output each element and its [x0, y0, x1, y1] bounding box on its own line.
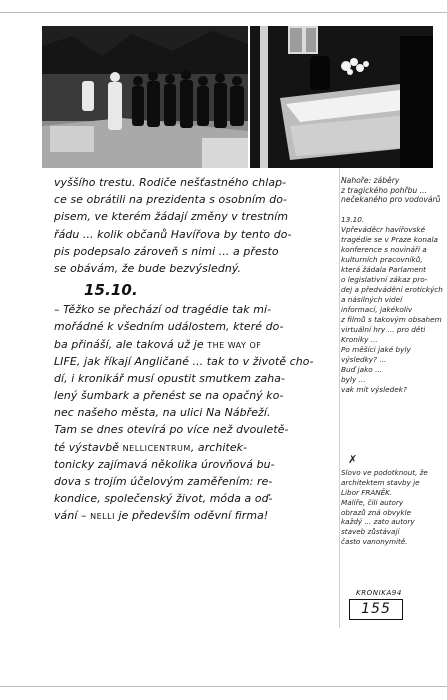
architect-footnote: [341, 452, 441, 547]
footnote-cross-icon: ✗: [348, 453, 358, 466]
nellicentrum-name: NELLICENTRUM: [122, 443, 191, 453]
note-line: konference s novináři a: [341, 245, 427, 254]
note-line: o legislativní zákaz pro-: [341, 275, 428, 284]
text-fragment: té výstavbě: [54, 440, 120, 454]
text-line: kondice, společenský život, móda a oď-: [54, 492, 273, 506]
note-line: Buď jako ...: [341, 365, 383, 374]
coffin-photo: [250, 26, 433, 168]
note-line: Malíře, čili autory: [341, 497, 404, 507]
note-line: Libor FRANĚK.: [341, 487, 393, 497]
text-fragment: je především oděvní firma!: [114, 509, 269, 523]
text-line: [54, 507, 336, 524]
note-line: každý ... zato autory: [341, 517, 415, 527]
note-line: Po měšíci jaké byly: [341, 345, 411, 354]
note-line: byly ...: [341, 375, 366, 384]
note-line: z filmů s takovým obsahem: [341, 315, 442, 324]
text-fragment: vání –: [54, 509, 87, 523]
text-line: – Těžko se přechází od tragédie tak mi-: [54, 303, 272, 317]
funeral-procession-photo: [42, 26, 248, 168]
side-news-note: [341, 215, 441, 395]
caption-line: Nahoře: záběry: [341, 176, 400, 185]
text-line: mořádné k všedním událostem, které do-: [54, 320, 284, 334]
chronicle-label: KRONIKA94: [356, 589, 402, 597]
text-line: pisem, ve kterém žádají změny v trestním: [54, 210, 289, 224]
nelli-name: NELLI: [90, 512, 115, 522]
date-heading: 15.10.: [84, 281, 138, 300]
note-line: Slovo ve podotknout, že: [341, 468, 428, 477]
text-line: se obávám, že bude bezvýsledný.: [54, 261, 242, 275]
caption-line: nečekaného pro vodovárů: [341, 195, 441, 205]
text-line: řádu ... kolik občanů Havířova by tento do-: [54, 227, 292, 241]
note-line: informací, jakékoliv: [341, 305, 413, 314]
note-line: která žádala Parlament: [341, 265, 427, 274]
text-line: nec našeho města, na ulici Na Nábřeží.: [54, 406, 271, 420]
main-chronicle-text: [54, 174, 336, 525]
text-line: ce se obrátili na prezidenta s osobním do-: [54, 193, 288, 207]
text-line: [54, 439, 336, 456]
text-fragment: , architek-: [190, 440, 248, 454]
note-line: Kroniky ...: [341, 335, 378, 344]
text-line: dova s trojím účelovým zaměřením: re-: [54, 475, 273, 488]
text-fragment: ba přináší, ale taková už je: [54, 337, 204, 351]
text-line: pis podepsalo zároveň s nimi ... a přesto: [54, 244, 279, 258]
column-divider: [339, 168, 340, 628]
text-line: lený šumbark a přenést se na opačný ko-: [54, 389, 284, 403]
text-line: vyššího trestu. Rodiče nešťastného chlap-: [54, 176, 287, 189]
text-line: LIFE, jak říkají Angličané ... tak to v životě cho-: [54, 354, 314, 368]
caption-line: z tragického pohřbu ...: [341, 185, 427, 195]
note-line: často vanonymitě.: [341, 537, 408, 547]
page-number: 155: [349, 599, 403, 620]
note-line: architektem stavby je: [341, 477, 420, 487]
note-line: tragédie se v Praze konala: [341, 235, 438, 244]
page-top-edge: [0, 12, 447, 13]
note-line: staveb zůstávají: [341, 527, 400, 537]
note-line: dej a předvádění erotických: [341, 285, 443, 294]
note-line: 13.10.: [341, 215, 365, 224]
text-line: tonicky zajímavá několika úrovňová bu-: [54, 457, 275, 471]
note-line: Vpřeváděcr havířovské: [341, 225, 426, 234]
photo-caption: [341, 176, 441, 205]
page-bottom-edge: [0, 686, 447, 687]
note-line: kulturních pracovníků,: [341, 255, 423, 264]
the-way-of-phrase: THE WAY OF: [207, 340, 262, 350]
text-line: [54, 336, 336, 353]
note-line: vak mít výsledek?: [341, 385, 407, 394]
note-line: a násilných videí: [341, 295, 403, 304]
note-line: obrazů zná obvykle: [341, 507, 411, 517]
text-line: Tam se dnes otevírá po více než dvouletě-: [54, 423, 289, 437]
note-line: virtuální hry ... pro děti: [341, 325, 426, 334]
text-line: dí, i kronikář musí opustit smutkem zaha-: [54, 371, 286, 385]
note-line: výsledky? ...: [341, 355, 387, 364]
